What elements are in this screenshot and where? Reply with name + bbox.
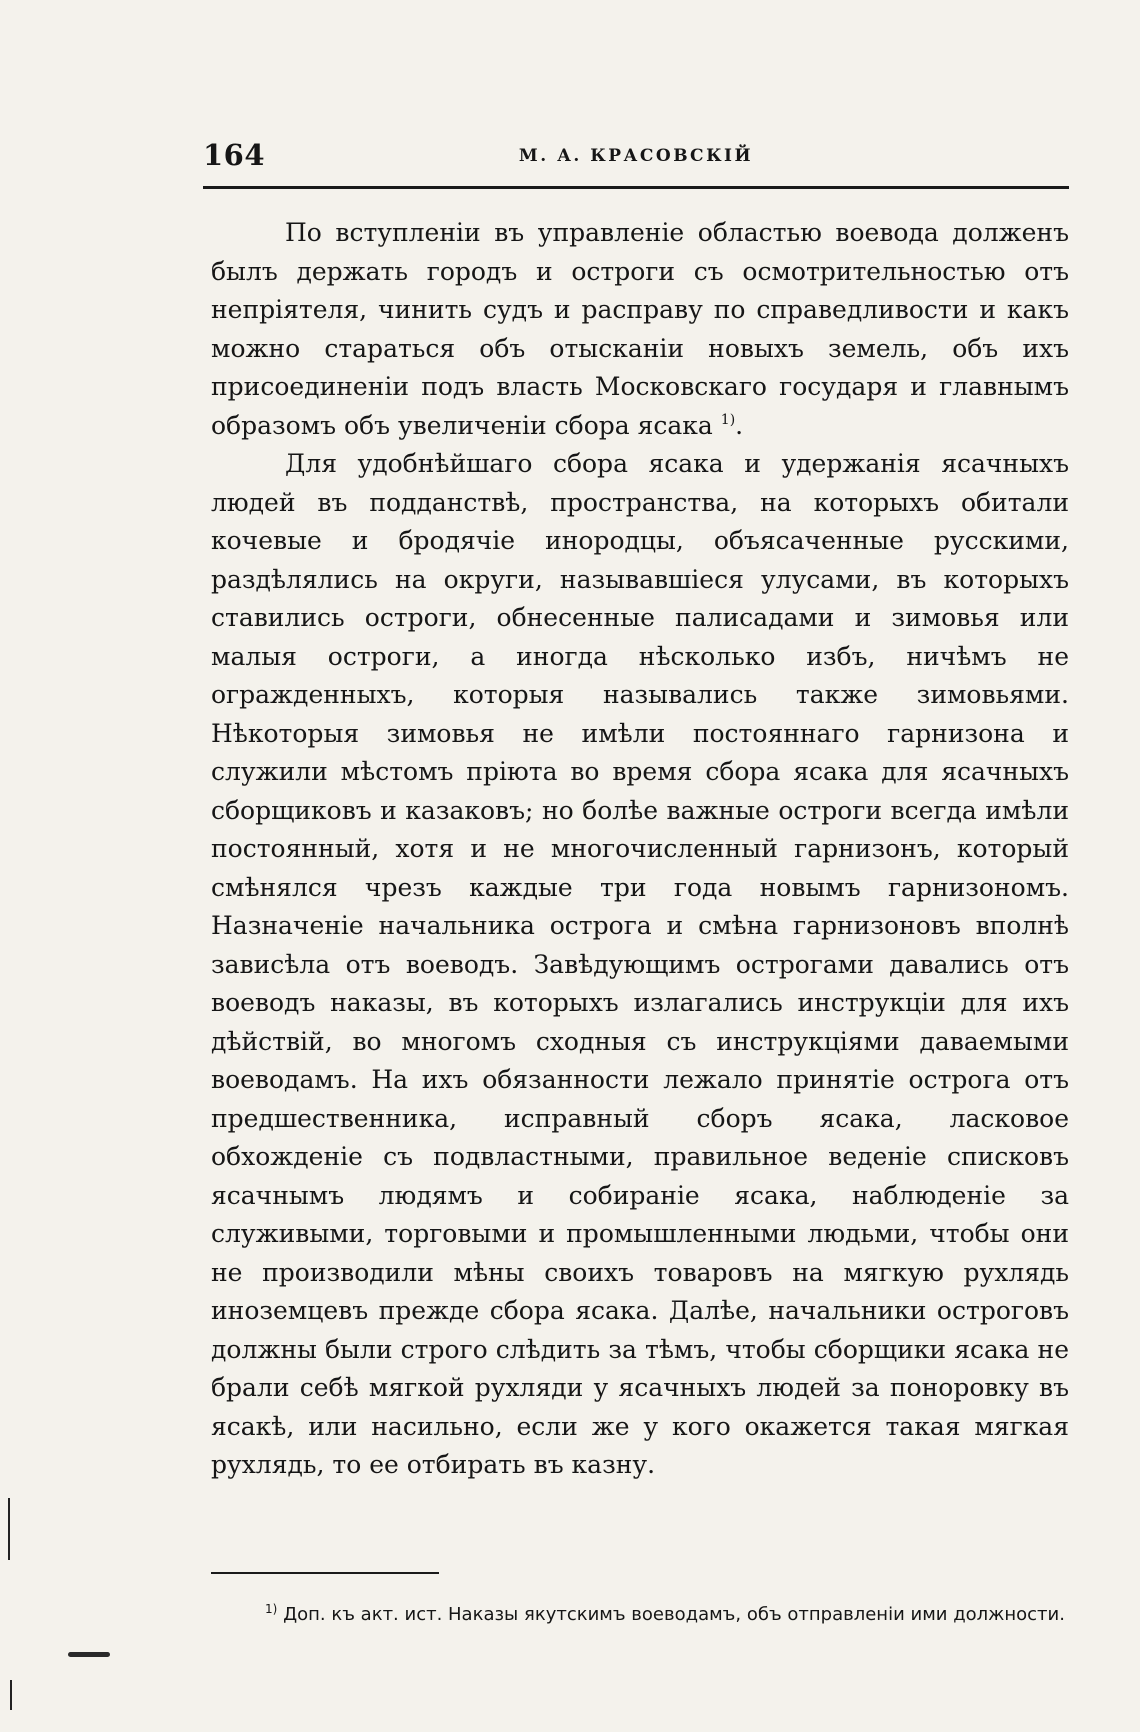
footnote-reference: 1) [720,411,736,428]
footnote-rule [211,1572,439,1574]
paragraph-1-end: . [735,410,744,440]
footnote-text: Доп. къ акт. ист. Наказы якутскимъ воеводамъ, объ отправленіи ими должности. [283,1604,1065,1625]
footnote-1 [211,1599,1069,1631]
paragraph-1-text: По вступленіи въ управленіе областью воевода долженъ былъ держать городъ и остроги съ осмотрительностью отъ непріятеля, чинить судъ и расправу по справедливости и какъ можно стараться объ отысканіи новыхъ земель, объ ихъ присоединеніи подъ власть Московскаго государя и главнымъ образомъ объ увеличеніи сбора ясака [211,218,1069,440]
margin-dash-mark [68,1652,110,1657]
footnote-mark: 1) [265,1602,278,1616]
paragraph-2: Для удобнѣйшаго сбора ясака и удержанія ясачныхъ людей въ подданствѣ, пространства, на которыхъ обитали кочевые и бродячіе инородцы, объясаченные русскими, раздѣлялись на округи, называвшіеся улусами, въ которыхъ ставились остроги, обнесенные палисадами и зимовья или малыя остроги, а иногда нѣсколько избъ, ничѣмъ не огражденныхъ, которыя назывались также зимовьями. Нѣкоторыя зимовья не имѣли постояннаго гарнизона и служили мѣстомъ пріюта во время сбора ясака для ясачныхъ сборщиковъ и казаковъ; но болѣе важные остроги всегда имѣли постоянный, хотя и не многочисленный гарнизонъ, который смѣнялся чрезъ каждые три года новымъ гарнизономъ. Назначеніе начальника острога и смѣна гарнизоновъ вполнѣ зависѣла отъ воеводъ. Завѣдующимъ острогами давались отъ воеводъ наказы, въ которыхъ излагались инструкціи для ихъ дѣйствій, во многомъ сходныя съ инструкціями даваемыми воеводамъ. На ихъ обязанности лежало принятіе острога отъ предшественника, исправный сборъ ясака, ласковое обхожденіе съ подвластными, правильное веденіе списковъ ясачнымъ людямъ и собираніе ясака, наблюденіе за служивыми, торговыми и промышленными людьми, чтобы они не производили мѣны своихъ товаровъ на мягкую рухлядь иноземцевъ прежде сбора ясака. Далѣе, начальники остроговъ должны были строго слѣдить за тѣмъ, чтобы сборщики ясака не брали себѣ мягкой рухляди у ясачныхъ людей за поноровку въ ясакѣ, или насильно, если же у кого окажется такая мягкая рухлядь, то ее отбирать въ казну. [211,449,1069,1479]
margin-tick-mark [10,1680,12,1710]
page-number: 164 [203,138,266,172]
margin-tick-mark [8,1498,10,1560]
body-text [211,214,1069,1485]
header-rule [203,186,1069,189]
page-header [203,138,1069,178]
running-head: М. А. КРАСОВСКІЙ [518,146,754,166]
paragraph-1 [211,214,1069,445]
